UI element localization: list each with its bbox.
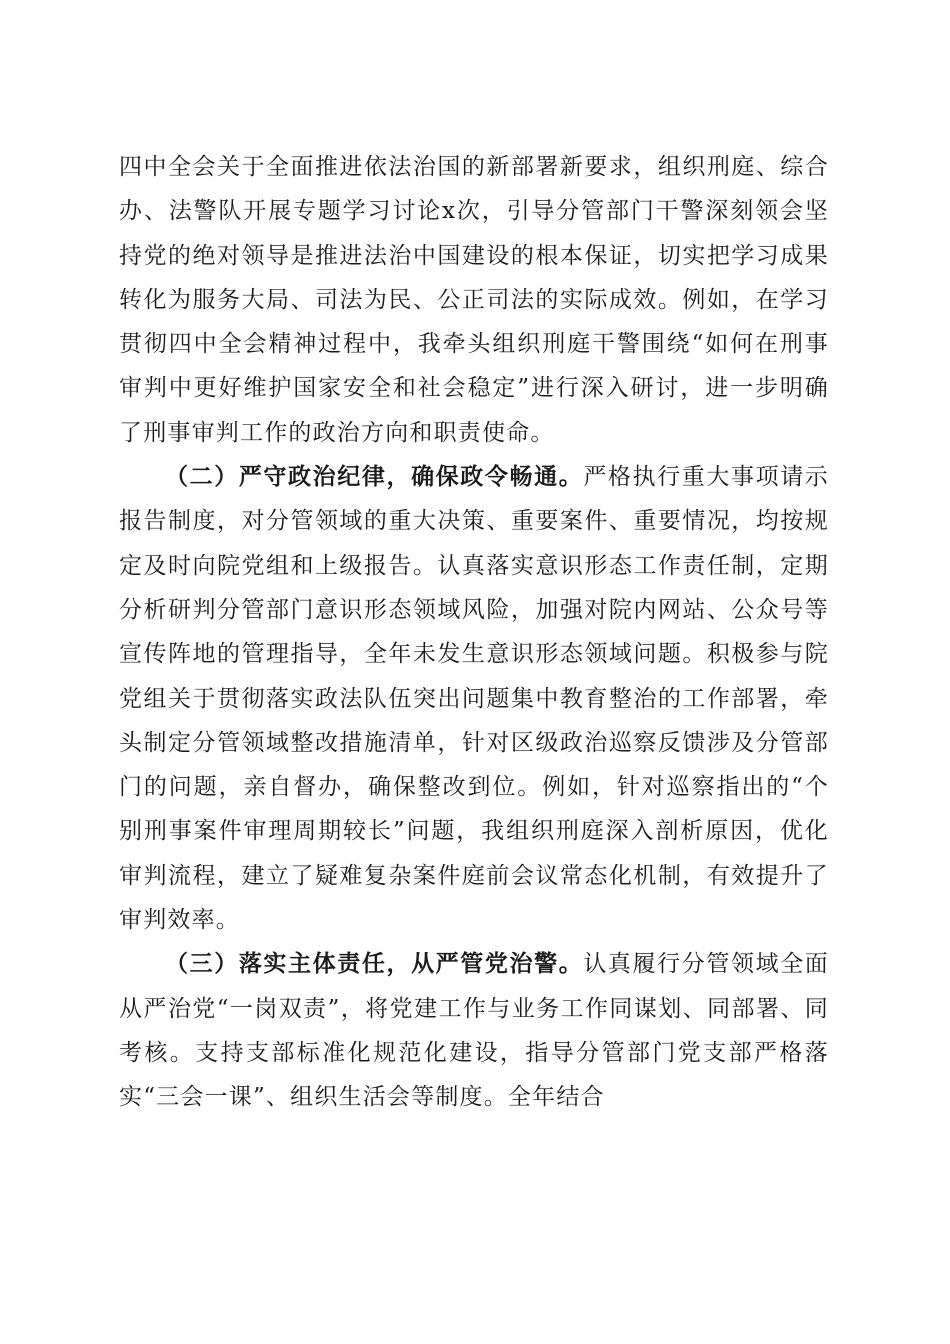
paragraph-text: 严格执行重大事项请示报告制度，对分管领域的重大决策、重要案件、重要情况，均按规定及时向院党组和上级报告。认真落实意识形态工作责任制，定期分析研判分管部门意识形态领域风险，加强对院内网站、公众号等宣传阵地的管理指导，全年未发生意识形态领域问题。积极参与院党组关于贯彻落实政法队伍突出问题集中教育整治的工作部署，牵头制定分管领域整改措施清单，针对区级政治巡察反馈涉及分管部门的问题，亲自督办，确保整改到位。例如，针对巡察指出的“个别刑事案件审理周期较长”问题，我组织刑庭深入剖析原因，优化审判流程，建立了疑难复杂案件庭前会议常态化机制，有效提升了审判效率。 bbox=[119, 464, 829, 934]
paragraph-continuation bbox=[119, 145, 829, 455]
section-heading-3: （三）落实主体责任，从严管党治警。 bbox=[165, 951, 584, 978]
paragraph-political-discipline bbox=[119, 455, 829, 942]
paragraph-text: 四中全会关于全面推进依法治国的新部署新要求，组织刑庭、综合办、法警队开展专题学习讨论x次，引导分管部门干警深刻领会坚持党的绝对领导是推进法治中国建设的根本保证，切实把学习成果转化为服务大局、司法为民、公正司法的实际成效。例如，在学习贯彻四中全会精神过程中，我牵头组织刑庭干警围绕“如何在刑事审判中更好维护国家安全和社会稳定”进行深入研讨，进一步明确了刑事审判工作的政治方向和职责使命。 bbox=[119, 154, 829, 446]
section-heading-2: （二）严守政治纪律，确保政令畅通。 bbox=[165, 464, 584, 491]
document-body bbox=[119, 145, 829, 1120]
paragraph-main-responsibility bbox=[119, 942, 829, 1119]
paragraph-text: 认真履行分管领域全面从严治党“一岗双责”，将党建工作与业务工作同谋划、同部署、同考核。支持支部标准化规范化建设，指导分管部门党支部严格落实“三会一课”、组织生活会等制度。全年结合 bbox=[119, 951, 829, 1111]
